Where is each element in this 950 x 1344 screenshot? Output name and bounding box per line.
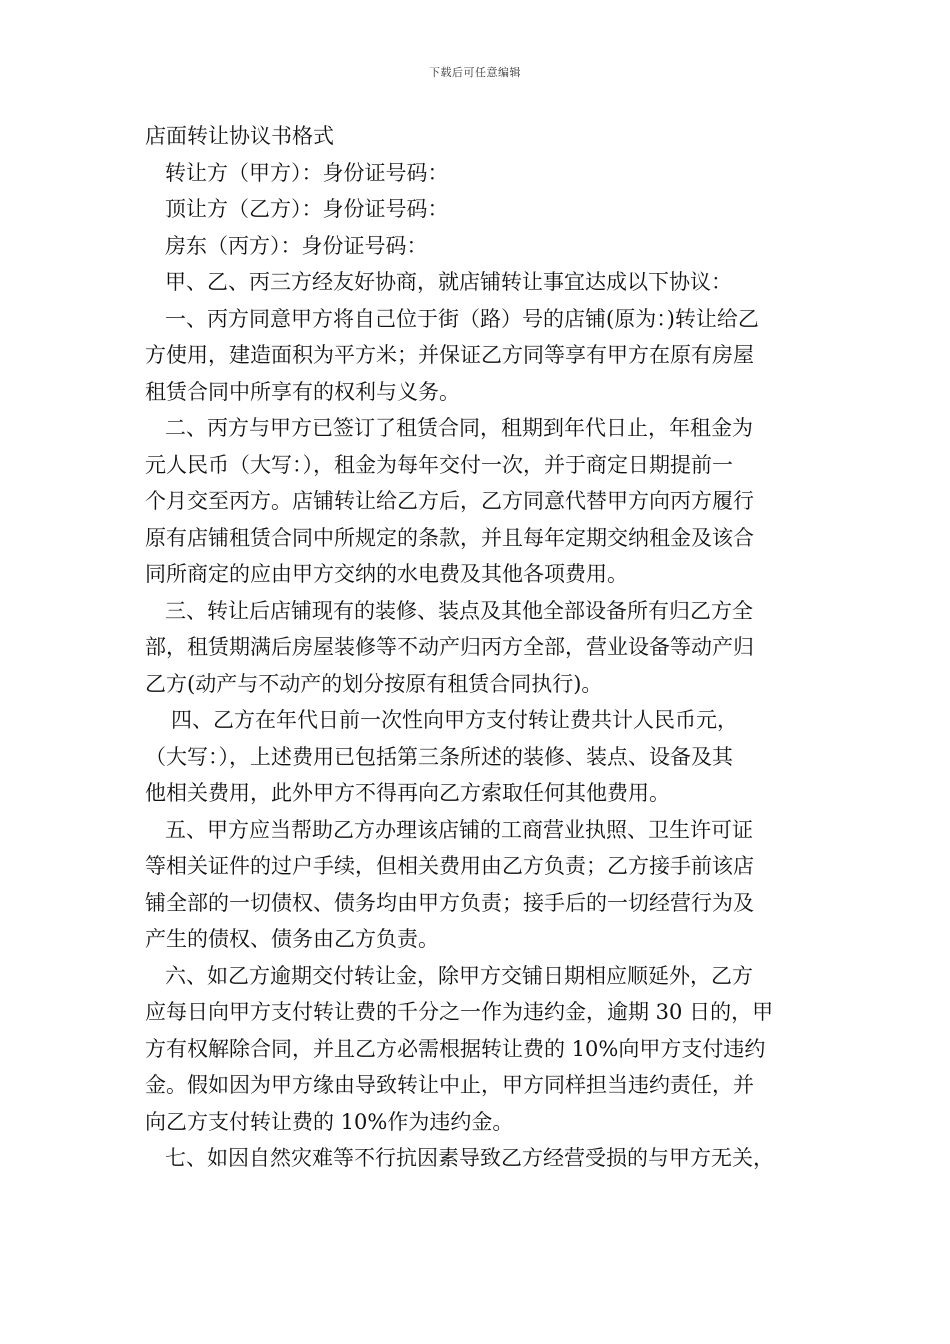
clause-4-line: 四、乙方在年代日前一次性向甲方支付转让费共计人民币元， — [171, 708, 738, 732]
party-a-line: 转让方（甲方）：身份证号码： — [165, 160, 449, 185]
clause-5-line: 产生的债权、债务由乙方负责。 — [145, 927, 439, 951]
clause-5-line: 铺全部的一切债权、债务均由甲方负责；接手后的一切经营行为及 — [145, 890, 754, 915]
clause-2-line: 原有店铺租赁合同中所规定的条款，并且每年定期交纳租金及该合 — [145, 525, 754, 550]
clause-5-line: 五、甲方应当帮助乙方办理该店铺的工商营业执照、卫生许可证 — [165, 817, 753, 842]
clause-3-line: 三、转让后店铺现有的装修、装点及其他全部设备所有归乙方全 — [165, 598, 753, 623]
clause-2-line: 二、丙方与甲方已签订了租赁合同，租期到年代日止，年租金为 — [165, 416, 753, 440]
clause-2-line: 个月交至丙方。店铺转让给乙方后，乙方同意代替甲方向丙方履行 — [145, 489, 754, 513]
clause-6-line: 应每日向甲方支付转让费的千分之一作为违约金，逾期 30 日的，甲 — [145, 1000, 774, 1024]
clause-1-line: 方使用，建造面积为平方米；并保证乙方同等享有甲方在原有房屋 — [145, 343, 754, 367]
page-header: 下载后可任意编辑 — [429, 66, 521, 79]
clause-2-line: 同所商定的应由甲方交纳的水电费及其他各项费用。 — [145, 562, 628, 586]
clause-1-line: 租赁合同中所享有的权利与义务。 — [145, 379, 460, 404]
party-c-line: 房东（丙方）：身份证号码： — [165, 233, 428, 258]
clause-4-line: （大写：），上述费用已包括第三条所述的装修、装点、设备及其 — [145, 744, 733, 769]
clause-6-line: 金。假如因为甲方缘由导致转让中止，甲方同样担当违约责任，并 — [145, 1073, 754, 1097]
clause-4-line: 他相关费用，此外甲方不得再向乙方索取任何其他费用。 — [145, 781, 670, 805]
clause-6-line: 六、如乙方逾期交付转让金，除甲方交铺日期相应顺延外，乙方 — [165, 963, 753, 988]
document-title: 店面转让协议书格式 — [145, 124, 334, 148]
clause-6-line: 向乙方支付转让费的 10%作为违约金。 — [145, 1109, 514, 1134]
clause-3-line: 部，租赁期满后房屋装修等不动产归丙方全部，营业设备等动产归 — [145, 635, 754, 659]
document-body — [145, 118, 809, 1177]
party-b-line: 顶让方（乙方）：身份证号码： — [165, 197, 449, 221]
intro-line: 甲、乙、丙三方经友好协商，就店铺转让事宜达成以下协议： — [165, 270, 732, 294]
clause-3-line: 乙方(动产与不动产的划分按原有租赁合同执行)。 — [145, 671, 603, 696]
clause-1-line: 一、丙方同意甲方将自己位于街（路）号的店铺(原为：)转让给乙 — [165, 306, 759, 331]
clause-6-line: 方有权解除合同，并且乙方必需根据转让费的 10%向甲方支付违约 — [145, 1036, 766, 1061]
clause-5-line: 等相关证件的过户手续，但相关费用由乙方负责；乙方接手前该店 — [145, 854, 754, 878]
clause-7-line: 七、如因自然灾难等不行抗因素导致乙方经营受损的与甲方无关， — [165, 1146, 774, 1170]
clause-2-line: 元人民币（大写：），租金为每年交付一次，并于商定日期提前一 — [145, 452, 733, 477]
